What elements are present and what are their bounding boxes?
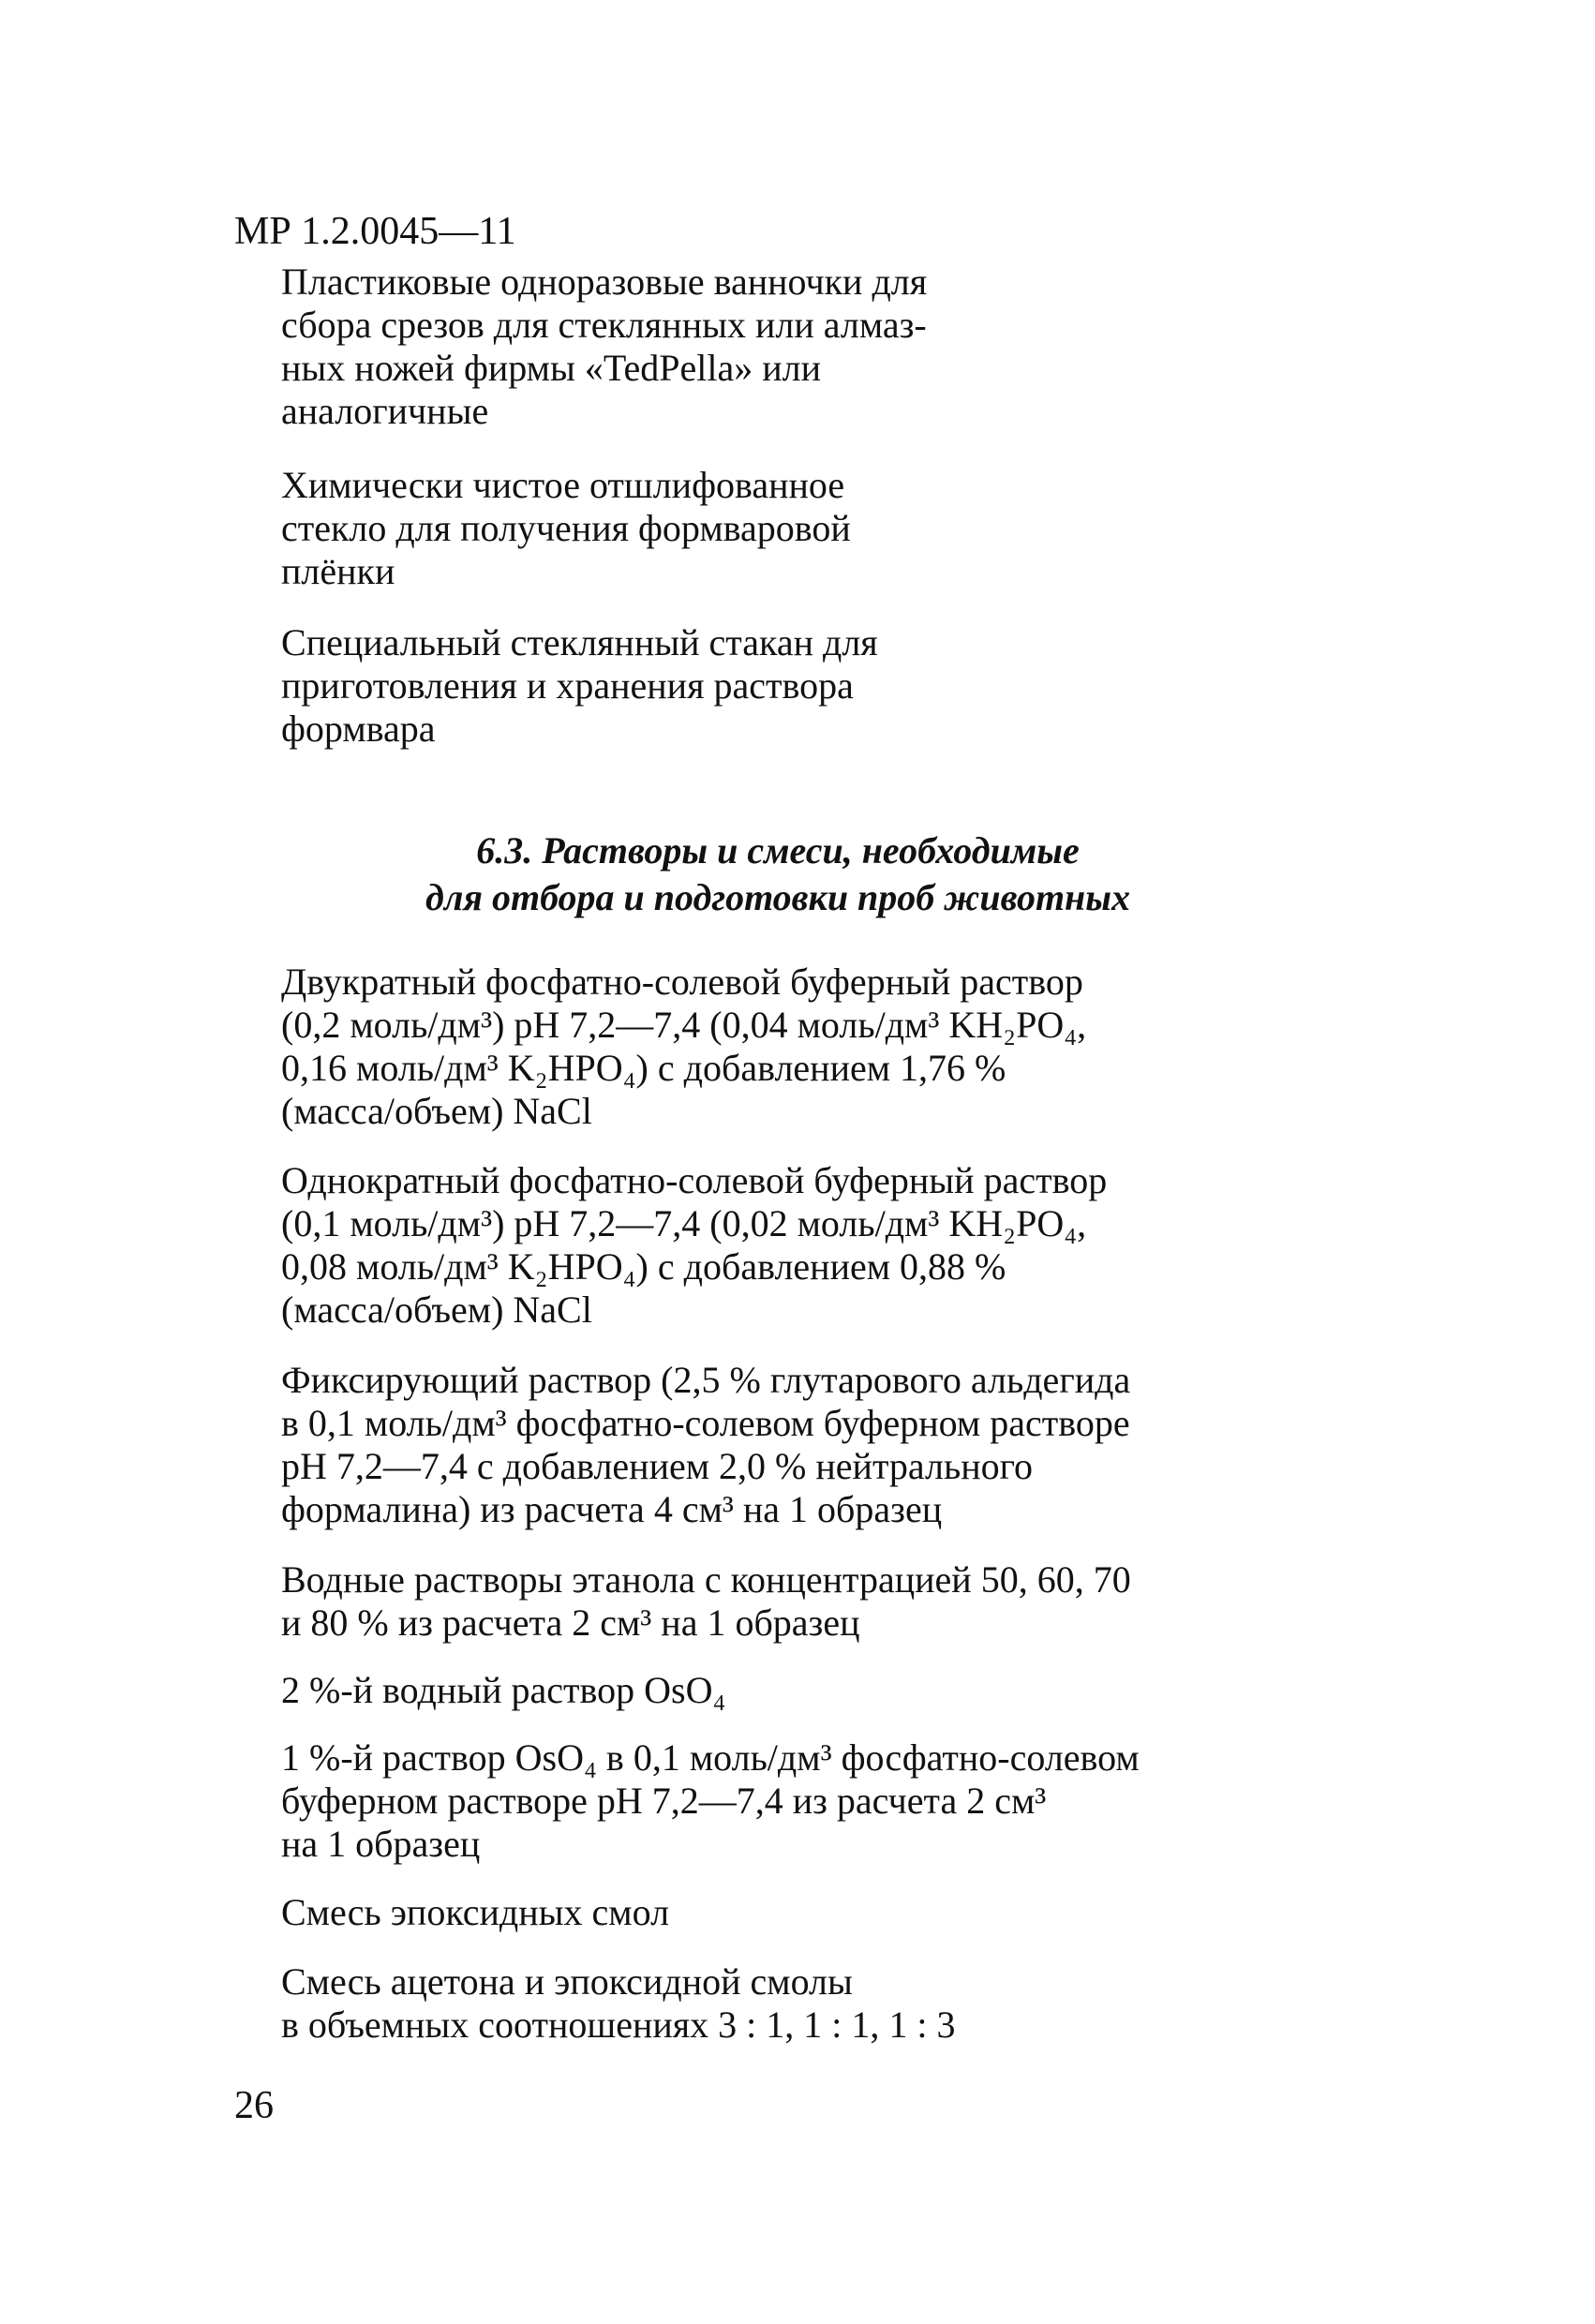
text-line: 0,16 моль/дм³ K₂HPO₄) с добавлением 1,76 %	[281, 1047, 1006, 1089]
section-heading-line: 6.3. Растворы и смеси, необходимые	[476, 829, 1080, 872]
text-line: Смесь эпоксидных смол	[281, 1891, 670, 1933]
text-line: Смесь ацетона и эпоксидной смолы	[281, 1960, 853, 2003]
text-line: стекло для получения формваровой	[281, 507, 851, 549]
text-line: (масса/объем) NaCl	[281, 1090, 592, 1132]
text-line: приготовления и хранения раствора	[281, 664, 854, 707]
equipment-item-beaker	[281, 621, 1275, 751]
solution-item-pbs-1x	[281, 1159, 1275, 1332]
text-line: сбора срезов для стеклянных или алмаз-	[281, 304, 927, 346]
text-line: 1 %-й раствор OsO₄ в 0,1 моль/дм³ фосфатно-солевом	[281, 1736, 1140, 1779]
solution-item-ethanol	[281, 1558, 1275, 1645]
text-line: на 1 образец	[281, 1823, 481, 1865]
text-line: Водные растворы этанола с концентрацией 50, 60, 70	[281, 1558, 1131, 1601]
section-heading-line: для отбора и подготовки проб животных	[425, 876, 1131, 918]
text-line: (масса/объем) NaCl	[281, 1289, 592, 1331]
equipment-item-glass	[281, 464, 1275, 593]
equipment-item-trays	[281, 261, 1275, 433]
text-line: 0,08 моль/дм³ K₂HPO₄) с добавлением 0,88 %	[281, 1245, 1006, 1288]
text-line: 2 %-й водный раствор OsO₄	[281, 1669, 726, 1711]
text-line: Специальный стеклянный стакан для	[281, 621, 878, 663]
solution-item-acetone-epoxy	[281, 1960, 1275, 2047]
solution-item-oso4-buffer	[281, 1736, 1275, 1866]
solution-item-oso4-water	[281, 1669, 1275, 1712]
text-line: формвара	[281, 708, 436, 750]
text-line: Фиксирующий раствор (2,5 % глутарового альдегида	[281, 1359, 1131, 1401]
text-line: pH 7,2—7,4 с добавлением 2,0 % нейтрального	[281, 1445, 1034, 1487]
solution-item-epoxy-mix	[281, 1891, 1275, 1934]
text-line: Пластиковые одноразовые ванночки для	[281, 261, 928, 303]
text-line: Двукратный фосфатно-солевой буферный раствор	[281, 961, 1083, 1003]
text-line: (0,2 моль/дм³) pH 7,2—7,4 (0,04 моль/дм³ KH₂PO₄,	[281, 1004, 1087, 1046]
text-line: аналогичные	[281, 390, 489, 432]
text-line: формалина) из расчета 4 см³ на 1 образец	[281, 1488, 943, 1530]
document-code: МР 1.2.0045—11	[234, 210, 516, 253]
text-line: Однократный фосфатно-солевой буферный раствор	[281, 1159, 1108, 1201]
text-line: в 0,1 моль/дм³ фосфатно-солевом буферном растворе	[281, 1402, 1130, 1444]
page-number: 26	[234, 2084, 274, 2127]
text-line: плёнки	[281, 550, 395, 592]
text-line: ных ножей фирмы «TedPella» или	[281, 347, 822, 389]
text-line: Химически чистое отшлифованное	[281, 464, 845, 506]
solution-item-fixative	[281, 1359, 1275, 1531]
text-line: и 80 % из расчета 2 см³ на 1 образец	[281, 1601, 860, 1644]
text-line: (0,1 моль/дм³) pH 7,2—7,4 (0,02 моль/дм³ KH₂PO₄,	[281, 1202, 1087, 1244]
solution-item-pbs-2x	[281, 961, 1275, 1133]
text-line: буферном растворе pH 7,2—7,4 из расчета 2 см³	[281, 1780, 1047, 1822]
text-line: в объемных соотношениях 3 : 1, 1 : 1, 1 : 3	[281, 2004, 956, 2046]
section-heading	[281, 827, 1275, 921]
